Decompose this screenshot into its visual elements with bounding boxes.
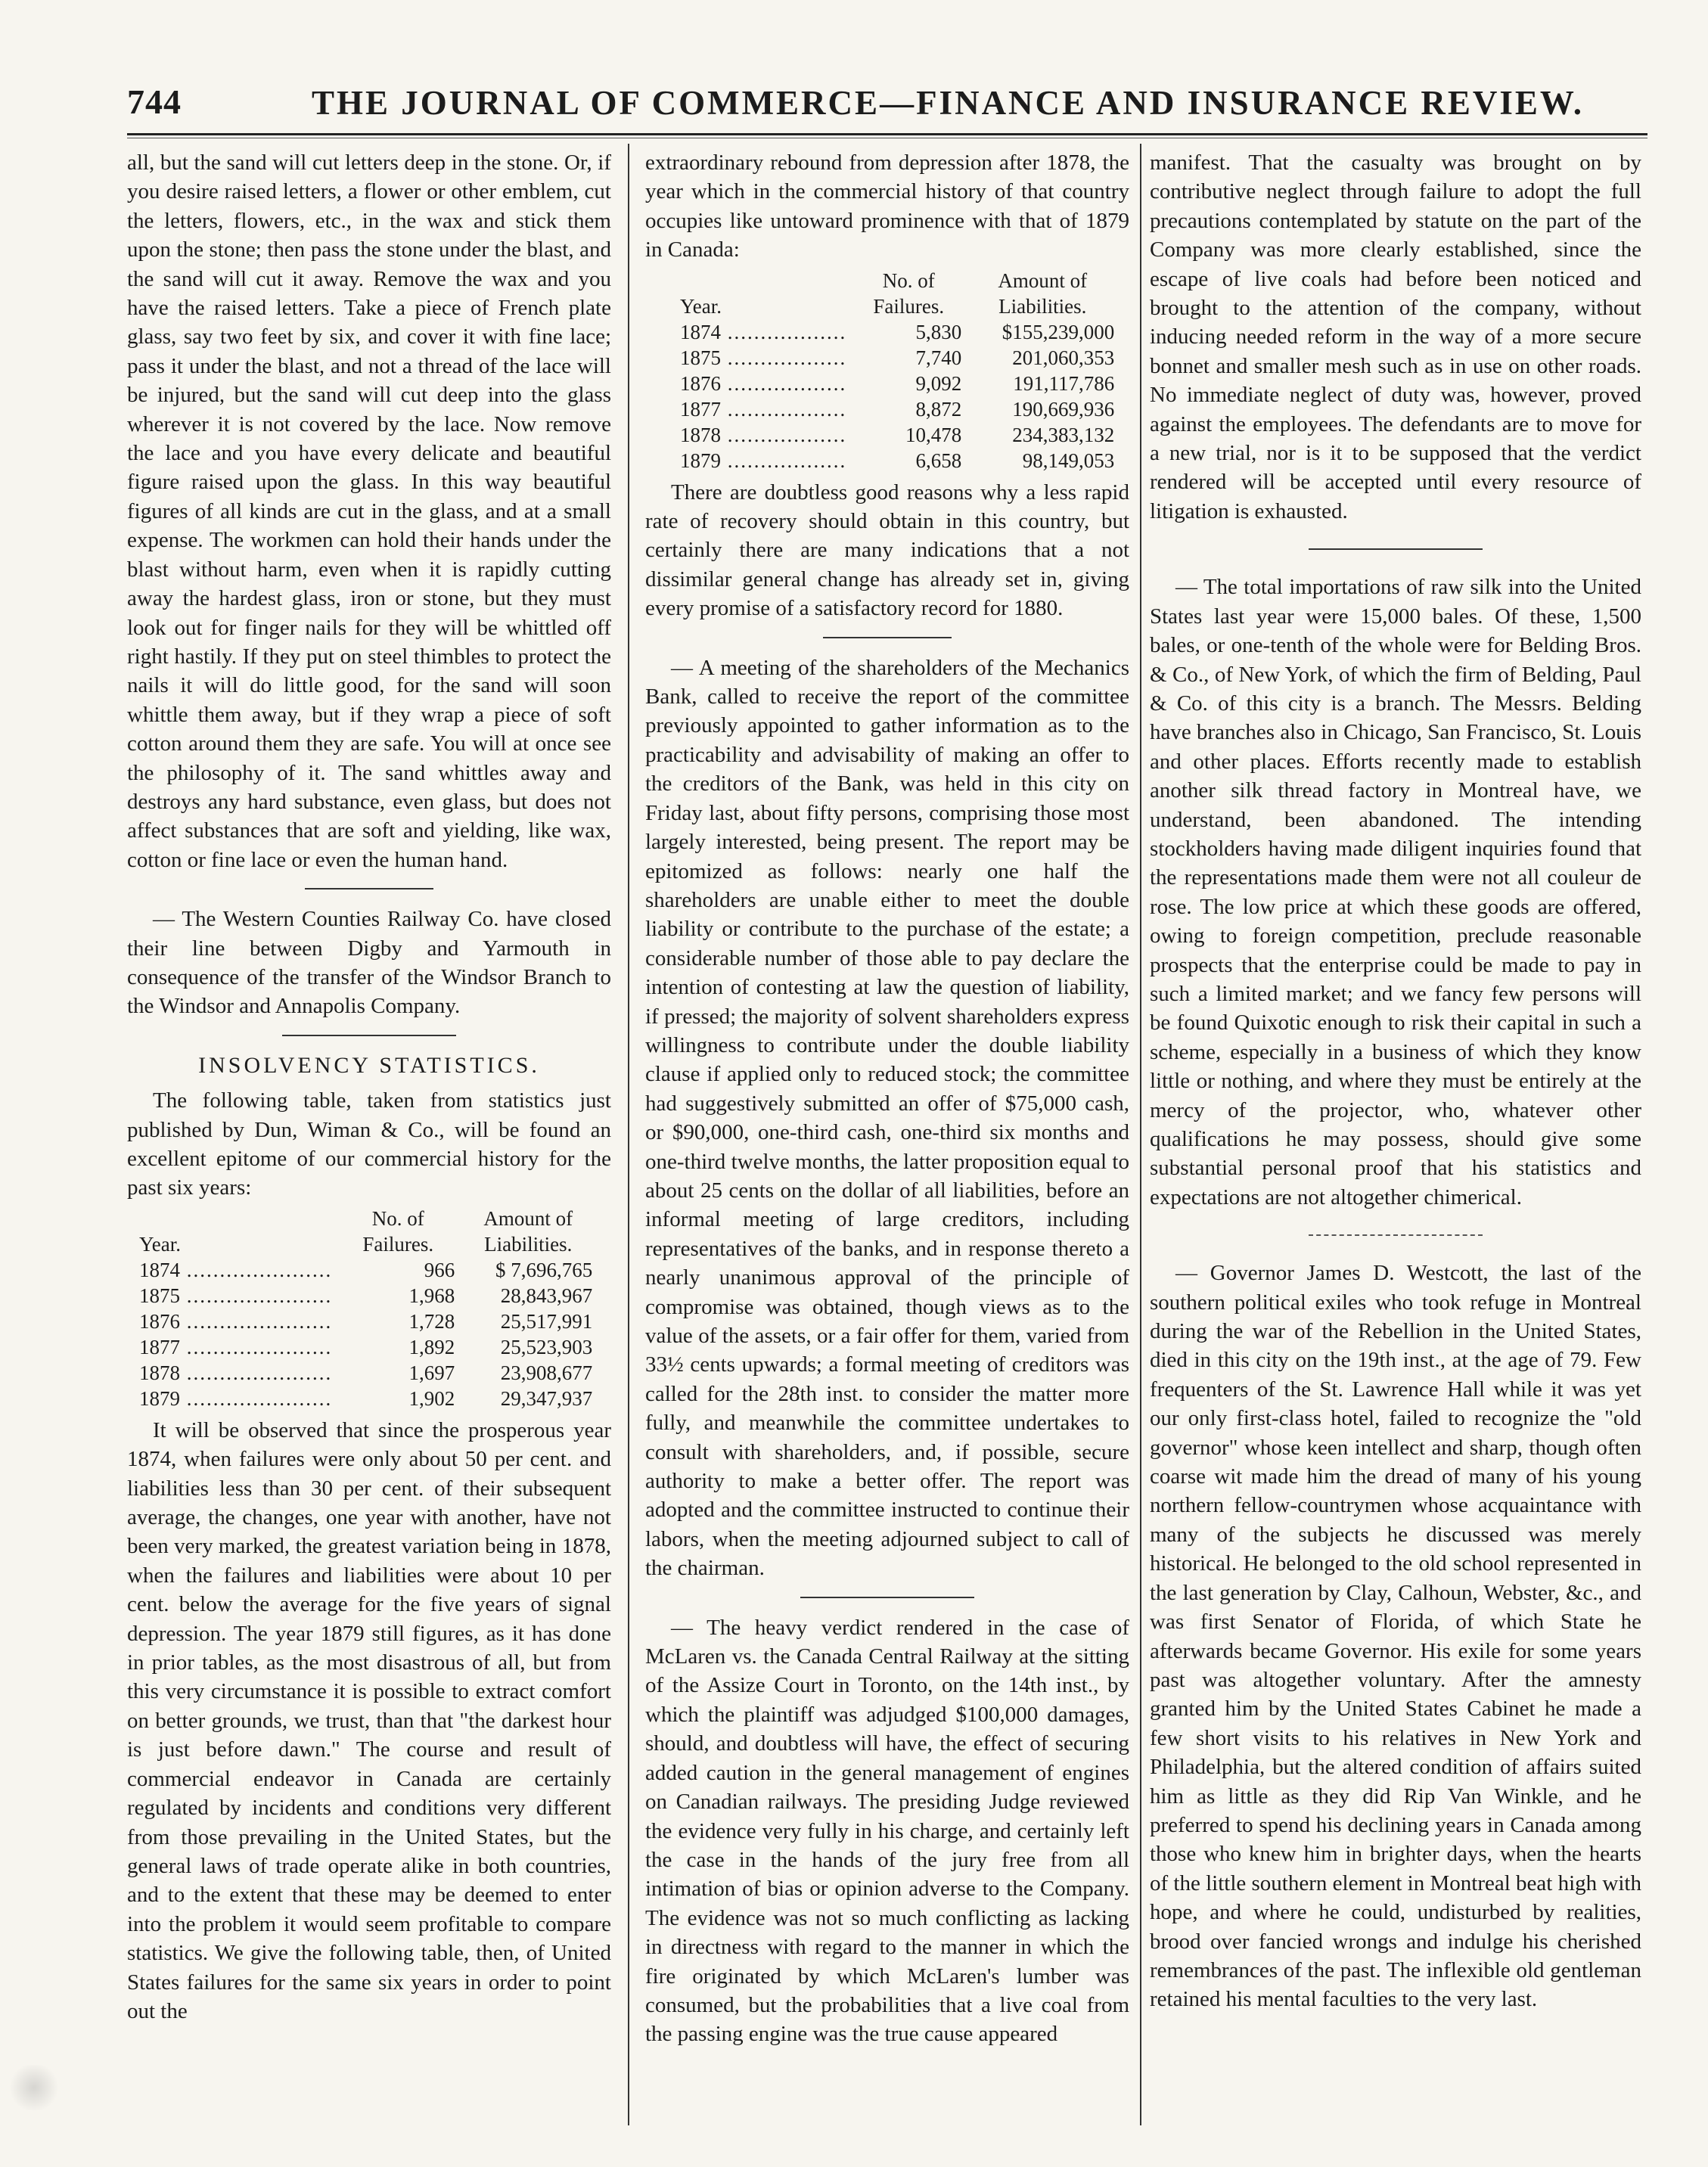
row-liabilities: $155,239,000 bbox=[1002, 320, 1115, 343]
insolvency-analysis: It will be observed that since the prosperous year 1874, when failures were only about 50 per cent. and liabilities less than 30 per cent. of their subsequent average, the changes, one year with another, have not been very marked, the greatest variation being in 1878, when the failures and liabilities were about 10 per cent. below the average for the five years of signal depression. The year 1879 still figures, as it has done in prior tables, as the most disastrous of all, but from this very circumstance it is possible to extract comfort on better grounds, we trust, than that "the darkest hour is just before dawn." The course and result of commercial endeavor in Canada are certainly regulated by incidents and conditions very different from those prevailing in the United States, but the general laws of trade operate alike in both countries, and to the extent that these may be deemed to enter into the problem it would seem profitable to compare statistics. We give the following table, then, of United States failures for the same six years in order to point out the bbox=[127, 1417, 611, 2023]
row-failures: 9,092 bbox=[915, 371, 962, 395]
row-liabilities: 190,669,936 bbox=[1012, 397, 1115, 421]
row-liabilities: 234,383,132 bbox=[1012, 423, 1115, 446]
row-liabilities: $ 7,696,765 bbox=[495, 1258, 593, 1281]
railway-notice: — The Western Counties Railway Co. have closed their line between Digby and Yarmouth in consequence of the transfer of the Windsor Branch to the Windsor and Annapolis Company. bbox=[127, 907, 611, 1019]
row-year: 1878 bbox=[139, 1361, 180, 1384]
article-separator bbox=[1309, 1234, 1483, 1236]
table-header-year: Year. bbox=[139, 1232, 182, 1256]
table-row: 1878 ...................... 1,697 23,908,677 bbox=[135, 1360, 597, 1386]
article-separator bbox=[800, 1597, 974, 1598]
page-header bbox=[127, 82, 1640, 127]
row-liabilities: 25,517,991 bbox=[500, 1309, 593, 1333]
article-separator bbox=[1309, 548, 1483, 550]
table-row: 1876 .................. 9,092 191,117,786 bbox=[675, 371, 1119, 396]
row-year: 1876 bbox=[680, 371, 721, 395]
column-3 bbox=[1150, 148, 1641, 2130]
row-liabilities: 29,347,937 bbox=[500, 1386, 593, 1410]
row-liabilities: 98,149,053 bbox=[1022, 449, 1115, 472]
table-header-liabilities: Amount of Liabilities. bbox=[483, 1206, 573, 1256]
row-failures: 6,658 bbox=[915, 449, 962, 472]
row-failures: 1,968 bbox=[408, 1284, 455, 1307]
mclaren-verdict-article: — The heavy verdict rendered in the case of McLaren vs. the Canada Central Railway at the sitting of the Assize Court in Toronto, on the 14th inst., by which the plaintiff was adjudged $100,000 damages, should, and doubtless will have, the effect of securing added caution in the general management of engines on Canadian railways. The presiding Judge reviewed the evidence very fully in his charge, and certainly left the case in the hands of the jury free from all intimation of bias or opinion adverse to the Company. The evidence was not so much conflicting as lacking in directness with regard to the manner in which the fire originated by which McLaren's lumber was consumed, but the probabilities that a live coal from the passing engine was the true cause appeared bbox=[645, 1615, 1129, 2047]
section-title: INSOLVENCY STATISTICS. bbox=[198, 1052, 540, 1078]
mclaren-verdict-continued: manifest. That the casualty was brought on by contributive neglect through failure to adopt the full precautions contemplated by statute on the part of the Company was more clearly established, since the escape of live coals had before been noticed and brought to the attention of the company, without inducing needed reform in the way of a more secure bonnet and smaller mesh such as in use on other roads. No immediate neglect of duty was, however, proved against the employees. The defendants are to move for a new trial, nor is it to be supposed that the verdict rendered will be accepted until every resource of litigation is exhausted. bbox=[1150, 151, 1641, 523]
table-row: 1879 .................. 6,658 98,149,053 bbox=[675, 448, 1119, 473]
us-insolvency-table bbox=[675, 268, 1119, 473]
column-2 bbox=[645, 148, 1129, 2130]
mechanics-bank-article: — A meeting of the shareholders of the Mechanics Bank, called to receive the report of the committee previously appointed to gather information as to the practicability and advisability of making an offer to the creditors of the Bank, was held in this city on Friday last, about fifty persons, comprising those most largely interested, being present. The report may be epitomized as follows: nearly one half the shareholders are unable either to meet the double liability or contribute to the purchase of the estate; a considerable number of those able to pay declare the intention of contesting at law the question of liability, if pressed; the majority of solvent shareholders express willingness to contribute under the double liability clause if applied only to reduced stock; the committee had suggestively submitted an offer of $75,000 cash, or $90,000, one-third cash, one-third six months and one-third twelve months, the latter proposition equal to about 25 cents on the dollar of all liabilities, before an informal meeting of large creditors, including representatives of the banks, and in response thereto a nearly unanimous approval of the principle of compromise was obtained, though views as to the value of the assets, or a fair offer for them, varied from 33½ cents upwards; a formal meeting of creditors was called for the 28th inst. to consider the matter more fully, and meanwhile the committee undertakes to consult with shareholders, and, if possible, secure authority to make a better offer. The report was adopted and the committee instructed to continue their labors, when the meeting adjourned subject to call of the chairman. bbox=[645, 655, 1129, 1581]
article-separator bbox=[282, 1035, 456, 1036]
table-row: 1877 ...................... 1,892 25,523,903 bbox=[135, 1334, 597, 1360]
row-year: 1875 bbox=[139, 1284, 180, 1307]
row-failures: 7,740 bbox=[915, 346, 962, 369]
table-row: 1874 ...................... 966 $ 7,696,765 bbox=[135, 1257, 597, 1283]
raw-silk-article: — The total importations of raw silk into the United States last year were 15,000 bales. Of these, 1,500 bales, or one-tenth of the whole were for Belding Bros. & Co., of New York, of which the firm of Belding, Paul & Co. of this city is a branch. The Messrs. Belding have branches also in Chicago, San Francisco, St. Louis and other places. Efforts recently made to establish another silk thread factory in Montreal have, we understand, been abandoned. The intending stockholders having made diligent inquiries found that the representations made them were not all couleur de rose. The low price at which these goods are offered, owing to foreign competition, preclude reasonable prospects that the enterprise could be made to pay in such a limited market; and we fancy few persons will be found Quixotic enough to risk their capital in such a scheme, especially in a business of which they know little or nothing, and where they must be entirely at the mercy of the projector, who, whatever other qualifications he may possess, should give some substantial personal proof that his statistics and expectations are not altogether chimerical. bbox=[1150, 575, 1641, 1209]
article-separator bbox=[823, 637, 952, 638]
table-row: 1878 .................. 10,478 234,383,132 bbox=[675, 422, 1119, 448]
paper-blemish bbox=[8, 2065, 61, 2110]
row-liabilities: 23,908,677 bbox=[500, 1361, 593, 1384]
table-row: 1879 ...................... 1,902 29,347,937 bbox=[135, 1386, 597, 1411]
row-year: 1874 bbox=[680, 320, 721, 343]
canada-insolvency-table bbox=[135, 1206, 597, 1411]
row-failures: 966 bbox=[424, 1258, 455, 1281]
row-year: 1879 bbox=[139, 1386, 180, 1410]
table-row: 1875 ...................... 1,968 28,843,967 bbox=[135, 1283, 597, 1309]
row-liabilities: 191,117,786 bbox=[1013, 371, 1115, 395]
row-failures: 5,830 bbox=[915, 320, 962, 343]
column-1 bbox=[127, 148, 611, 2130]
row-failures: 1,728 bbox=[408, 1309, 455, 1333]
row-year: 1879 bbox=[680, 449, 721, 472]
row-year: 1877 bbox=[139, 1335, 180, 1358]
row-failures: 1,697 bbox=[408, 1361, 455, 1384]
column-divider-2 bbox=[1140, 144, 1141, 2125]
row-failures: 1,892 bbox=[408, 1335, 455, 1358]
table-row: 1876 ...................... 1,728 25,517,991 bbox=[135, 1309, 597, 1334]
journal-title: THE JOURNAL OF COMMERCE—FINANCE AND INSURANCE REVIEW. bbox=[311, 84, 1585, 122]
row-year: 1875 bbox=[680, 346, 721, 369]
table-header-liabilities: Amount of Liabilities. bbox=[998, 269, 1088, 318]
row-failures: 1,902 bbox=[408, 1386, 455, 1410]
header-rule bbox=[127, 133, 1647, 135]
recovery-paragraph: There are doubtless good reasons why a less rapid rate of recovery should obtain in this country, but certainly there are many indications that a not dissimilar general change has already set in, giving every promise of a satisfactory record for 1880. bbox=[645, 480, 1129, 621]
table-header-year: Year. bbox=[680, 294, 722, 318]
table-row: 1877 .................. 8,872 190,669,936 bbox=[675, 396, 1119, 422]
row-liabilities: 25,523,903 bbox=[500, 1335, 593, 1358]
westcott-obituary: — Governor James D. Westcott, the last of the southern political exiles who took refuge in Montreal during the war of the Rebellion in the United States, died in this city on the 19th inst., at the age of 79. Few frequenters of the St. Lawrence Hall while it was yet our only first-class hotel, failed to recognize the "old governor" whose keen intellect and sharp, though often coarse wit made him the dread of many of his young northern fellow-countrymen whose acquaintance with many of the subjects he discussed was merely historical. He belonged to the old school represented in the last generation by Clay, Calhoun, Webster, &c., and was first Senator of Florida, of which State he afterwards became Governor. His exile for some years past was altogether voluntary. After the amnesty granted him by the United States Cabinet he made a few short visits to his relatives in New York and Philadelphia, but the altered condition of affairs suited him as little as they did Rip Van Winkle, and he preferred to spend his declining years in Canada among those who knew him in brighter days, when the hearts of the little southern element in Montreal beat high with hope, and where he could, undisturbed by realities, brood over fancied wrongs and indulge his cherished remembrances of the past. The inflexible old gentleman retained his mental faculties to the very last. bbox=[1150, 1261, 1641, 2012]
column-divider-1 bbox=[628, 144, 629, 2125]
row-year: 1874 bbox=[139, 1258, 180, 1281]
table-row: 1874 .................. 5,830 $155,239,000 bbox=[675, 319, 1119, 345]
table-header-failures: No. of Failures. bbox=[873, 269, 945, 318]
row-liabilities: 201,060,353 bbox=[1012, 346, 1115, 369]
insolvency-intro: The following table, taken from statistics just published by Dun, Wiman & Co., will be found an excellent epitome of our commercial history for the past six years: bbox=[127, 1088, 611, 1200]
table-header-failures: No. of Failures. bbox=[362, 1206, 434, 1256]
row-year: 1876 bbox=[139, 1309, 180, 1333]
row-liabilities: 28,843,967 bbox=[500, 1284, 593, 1307]
row-failures: 10,478 bbox=[905, 423, 962, 446]
article-separator bbox=[305, 888, 433, 889]
sandblast-article-continued: all, but the sand will cut letters deep in the stone. Or, if you desire raised letters, a flower or other emblem, cut the letters, flowers, etc., in the wax and stick them upon the stone; then pass the stone under the blast, and the sand will cut it away. Remove the wax and you have the raised letters. Take a piece of French plate glass, say two feet by six, and cover it with fine lace; pass it under the blast, and not a thread of the lace will be injured, but the sand will cut deep into the glass wherever it is not covered by the lace. Now remove the lace and you have every delicate and beautiful figure raised upon the glass. In this way beautiful figures of all kinds are cut in the glass, and at a small expense. The workmen can hold their hands under the blast without harm, even when it is rapidly cutting away the hardest glass, iron or stone, but they must look out for finger nails for they will be whittled off right hastily. If they put on steel thimbles to protect the nails it will do little good, for the sand will soon whittle them away, but if they wrap a piece of soft cotton around them they are safe. You will at once see the philosophy of it. The sand whittles away and destroys any hard substance, even glass, but does not affect substances that are soft and yielding, like wax, cotton or fine lace or even the human hand. bbox=[127, 151, 611, 872]
row-year: 1878 bbox=[680, 423, 721, 446]
page-number: 744 bbox=[127, 82, 182, 121]
table-row: 1875 .................. 7,740 201,060,353 bbox=[675, 345, 1119, 371]
row-year: 1877 bbox=[680, 397, 721, 421]
row-failures: 8,872 bbox=[915, 397, 962, 421]
insolvency-analysis-continued: extraordinary rebound from depression after 1878, the year which in the commercial history of that country occupies like untoward prominence with that of 1879 in Canada: bbox=[645, 151, 1129, 262]
